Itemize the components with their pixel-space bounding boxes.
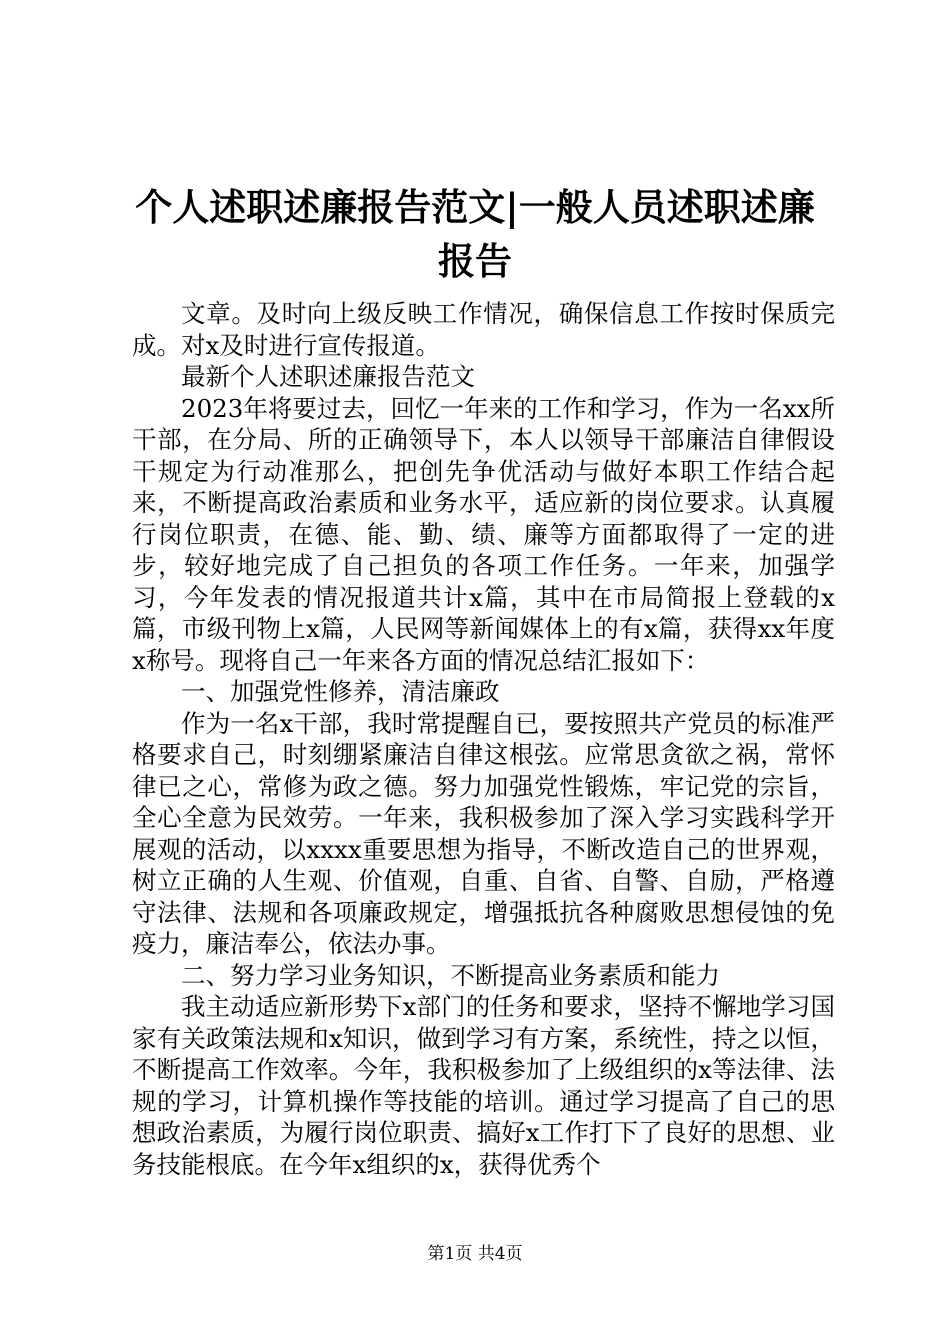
document-title: 个人述职述廉报告范文|一般人员述职述廉报告 bbox=[135, 185, 815, 283]
paragraph-section-1: 作为一名x干部，我时常提醒自已，要按照共产党员的标准严格要求自己，时刻绷紧廉洁自律这根弦。应常思贪欲之祸，常怀律已之心，常修为政之德。努力加强党性锻炼，牢记党的宗旨，全心全意为民效劳。一年来，我积极参加了深入学习实践科学开展观的活动，以xxxx重要思想为指导，不断改造自己的世界观，树立正确的人生观、价值观，自重、自省、自警、自励，严格遵守法律、法规和各项廉政规定，增强抵抗各种腐败思想侵蚀的免疫力，廉洁奉公，依法办事。 bbox=[132, 708, 835, 958]
page-number-footer: 第1页 共4页 bbox=[427, 1244, 523, 1264]
paragraph-section-2: 我主动适应新形势下x部门的任务和要求，坚持不懈地学习国家有关政策法规和x知识，做到学习有方案，系统性，持之以恒，不断提高工作效率。今年，我积极参加了上级组织的x等法律、法规的学习，计算机操作等技能的培训。通过学习提高了自己的思想政治素质，为履行岗位职责、搞好x工作打下了良好的思想、业务技能根底。在今年x组织的x，获得优秀个 bbox=[132, 992, 835, 1179]
paragraph-overview: 2023年将要过去，回忆一年来的工作和学习，作为一名xx所干部，在分局、所的正确领导下，本人以领导干部廉洁自律假设干规定为行动准那么，把创先争优活动与做好本职工作结合起来，不断提高政治素质和业务水平，适应新的岗位要求。认真履行岗位职责，在德、能、勤、绩、廉等方面都取得了一定的进步，较好地完成了自己担负的各项工作任务。一年来，加强学习，今年发表的情况报道共计x篇，其中在市局简报上登载的x篇，市级刊物上x篇，人民网等新闻媒体上的有x篇，获得xx年度x称号。现将自己一年来各方面的情况总结汇报如下： bbox=[132, 393, 835, 675]
paragraph-subtitle: 最新个人述职述廉报告范文 bbox=[181, 362, 475, 391]
document-body bbox=[132, 298, 835, 1180]
paragraph-intro: 文章。及时向上级反映工作情况，确保信息工作按时保质完成。对x及时进行宣传报道。 bbox=[132, 299, 835, 360]
section-heading-1: 一、加强党性修养，清洁廉政 bbox=[181, 677, 500, 706]
section-heading-2: 二、努力学习业务知识，不断提高业务素质和能力 bbox=[181, 960, 720, 990]
